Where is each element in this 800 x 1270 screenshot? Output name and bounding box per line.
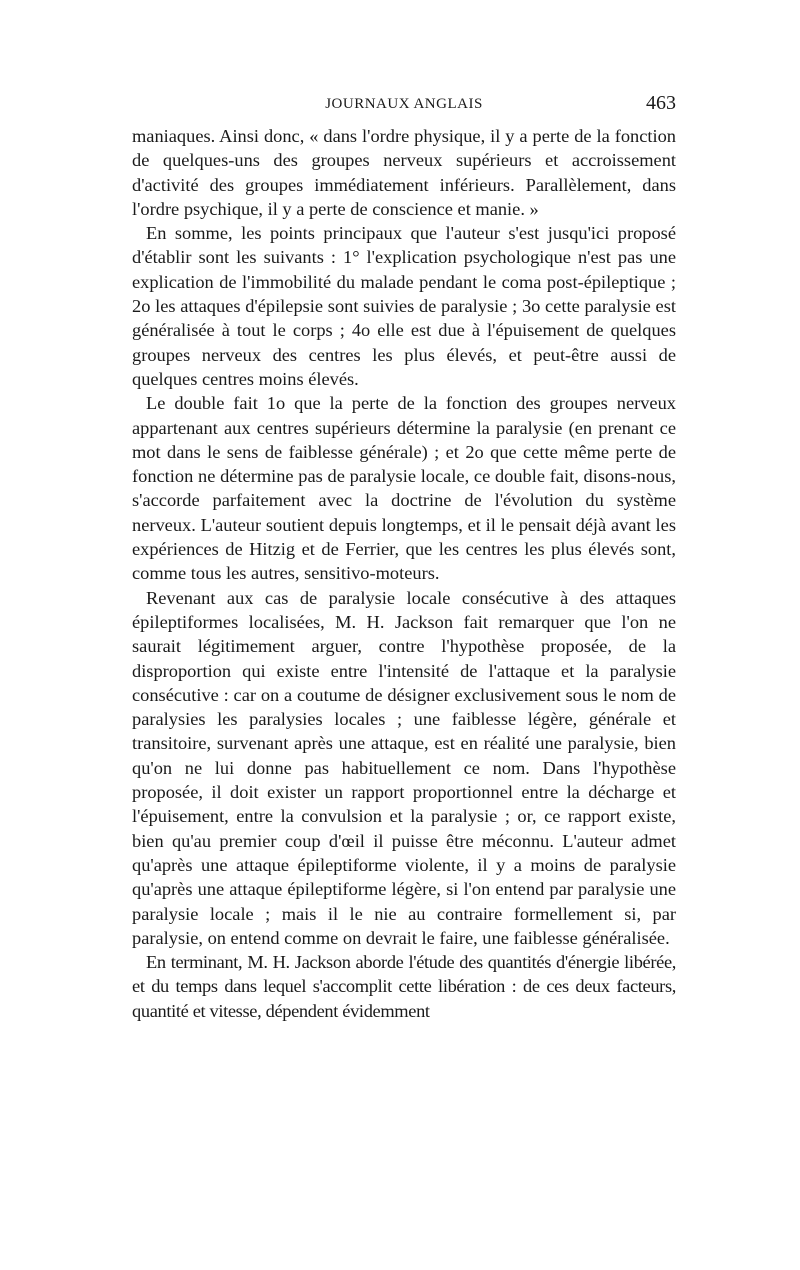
paragraph-3: Le double fait 1o que la perte de la fonction des groupes nerveux appartenant aux centres supérieurs détermine la paralysie (en prenant ce mot dans le sens de faiblesse générale) ; et 2o que cette même perte de fonction ne détermine pas de paralysie locale, ce double fait, disons-nous, s'accorde parfaitement avec la doctrine de l'évolution du système nerveux. L'auteur soutient depuis longtemps, et il le pensait déjà avant les expériences de Hitzig et de Ferrier, que les centres les plus élevés sont, comme tous les autres, sensitivo-moteurs. bbox=[132, 393, 676, 584]
page-number: 463 bbox=[646, 92, 676, 114]
paragraph-2: En somme, les points principaux que l'auteur s'est jusqu'ici proposé d'établir sont les suivants : 1° l'explication psychologique n'est pas une explication de l'immobilité du malade pendant le coma post-épileptique ; 2o les attaques d'épilepsie sont suivies de paralysie ; 3o cette paralysie est généralisée à tout le corps ; 4o elle est due à l'épuisement de quelques groupes nerveux des centres les plus élevés, et peut-être aussi de quelques centres moins élevés. bbox=[132, 223, 676, 389]
body-text bbox=[132, 124, 676, 1023]
paragraph-5: En terminant, M. H. Jackson aborde l'étude des quantités d'énergie libérée, et du temps dans lequel s'accomplit cette libération : de ces deux facteurs, quantité et vitesse, dépendent évidemment bbox=[132, 952, 676, 1021]
running-title: JOURNAUX ANGLAIS bbox=[325, 96, 483, 112]
paragraph-1: maniaques. Ainsi donc, « dans l'ordre physique, il y a perte de la fonction de quelques-uns des groupes nerveux supérieurs et accroissement d'activité des groupes immédiatement inférieurs. Parallèlement, dans l'ordre psychique, il y a perte de conscience et manie. » bbox=[132, 126, 676, 219]
book-page bbox=[132, 92, 676, 1023]
running-head bbox=[132, 92, 676, 118]
paragraph-4: Revenant aux cas de paralysie locale consécutive à des attaques épileptiformes localisées, M. H. Jackson fait remarquer que l'on ne saurait légitimement arguer, contre l'hypothèse proposée, de la disproportion qui existe entre l'intensité de l'attaque et la paralysie consécutive : car on a coutume de désigner exclusivement sous le nom de paralysies les paralysies locales ; une faiblesse légère, générale et transitoire, survenant après une attaque, est en réalité une paralysie, bien qu'on ne lui donne pas habituellement ce nom. Dans l'hypothèse proposée, il doit exister un rapport proportionnel entre la décharge et l'épuisement, entre la convulsion et la paralysie ; or, ce rapport existe, bien qu'au premier coup d'œil il puisse être méconnu. L'auteur admet qu'après une attaque épileptiforme violente, il y a moins de paralysie qu'après une attaque épileptiforme légère, si l'on entend par paralysie une paralysie locale ; mais il le nie au contraire formellement si, par paralysie, on entend comme on devrait le faire, une faiblesse généralisée. bbox=[132, 587, 676, 948]
